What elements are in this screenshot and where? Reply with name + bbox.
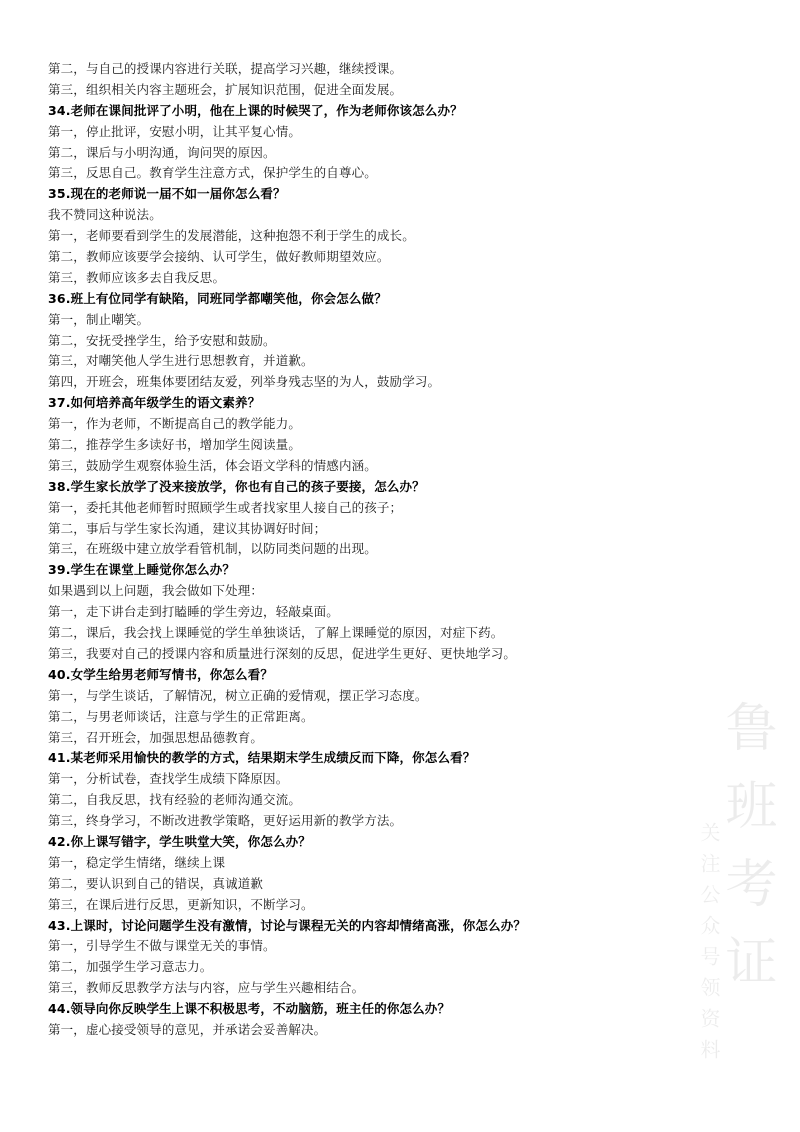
answer-line: 第一，停止批评，安慰小明，让其平复心情。	[48, 123, 302, 139]
answer-line: 如果遇到以上问题，我会做如下处理：	[48, 583, 264, 599]
answer-line: 第一，老师要看到学生的发展潜能，这种抱怨不利于学生的成长。	[48, 228, 415, 244]
question-heading: 37.如何培养高年级学生的语文素养？	[48, 395, 261, 411]
answer-line: 第三，组织相关内容主题班会，扩展知识范围，促进全面发展。	[48, 81, 403, 97]
watermark-logo-text: 鲁班考证	[716, 700, 776, 1012]
question-heading: 35.现在的老师说一届不如一届你怎么看？	[48, 186, 286, 202]
answer-line: 第一，引导学生不做与课堂无关的事情。	[48, 938, 276, 954]
answer-line: 第三，反思自己。教育学生注意方式，保护学生的自尊心。	[48, 165, 377, 181]
answer-line: 第三，在班级中建立放学看管机制，以防同类问题的出现。	[48, 541, 377, 557]
answer-line: 第一，与学生谈话，了解情况，树立正确的爱情观，摆正学习态度。	[48, 687, 428, 703]
answer-line: 第二，课后与小明沟通，询问哭的原因。	[48, 144, 276, 160]
answer-line: 第三，教师反思教学方法与内容，应与学生兴趣相结合。	[48, 980, 365, 996]
document-body	[48, 59, 748, 1041]
answer-line: 第三，召开班会，加强思想品德教育。	[48, 729, 264, 745]
question-heading: 42.你上课写错字，学生哄堂大笑，你怎么办？	[48, 833, 311, 849]
answer-line: 第二，教师应该要学会接纳、认可学生，做好教师期望效应。	[48, 249, 390, 265]
answer-line: 第二，自我反思，找有经验的老师沟通交流。	[48, 792, 302, 808]
question-heading: 44.领导向你反映学生上课不积极思考，不动脑筋，班主任的你怎么办？	[48, 1001, 451, 1017]
answer-line: 第二，推荐学生多读好书，增加学生阅读量。	[48, 437, 302, 453]
answer-line: 第一，走下讲台走到打瞌睡的学生旁边，轻敲桌面。	[48, 604, 339, 620]
answer-line: 第一，稳定学生情绪，继续上课	[48, 854, 226, 870]
question-heading: 34.老师在课间批评了小明，他在上课的时候哭了，作为老师你该怎么办？	[48, 102, 463, 118]
answer-line: 第二，与自己的授课内容进行关联，提高学习兴趣，继续授课。	[48, 61, 403, 76]
answer-line: 第二，安抚受挫学生，给予安慰和鼓励。	[48, 332, 276, 348]
question-heading: 41.某老师采用愉快的教学的方式，结果期末学生成绩反而下降，你怎么看？	[48, 750, 476, 766]
answer-line: 第三，教师应该多去自我反思。	[48, 269, 226, 285]
answer-line: 第一，制止嘲笑。	[48, 311, 150, 327]
question-heading: 43.上课时，讨论问题学生没有激情，讨论与课程无关的内容却情绪高涨，你怎么办？	[48, 917, 526, 933]
answer-line: 第三，终身学习，不断改进教学策略，更好运用新的教学方法。	[48, 813, 403, 829]
answer-line: 第二，与男老师谈话，注意与学生的正常距离。	[48, 708, 314, 724]
question-heading: 40.女学生给男老师写情书，你怎么看？	[48, 666, 273, 682]
answer-line: 第四，开班会，班集体要团结友爱，列举身残志坚的为人，鼓励学习。	[48, 374, 441, 390]
answer-line: 第一，分析试卷，查找学生成绩下降原因。	[48, 771, 289, 787]
answer-line: 第三，对嘲笑他人学生进行思想教育，并道歉。	[48, 353, 314, 369]
question-heading: 39.学生在课堂上睡觉你怎么办？	[48, 562, 236, 578]
answer-line: 第三，我要对自己的授课内容和质量进行深刻的反思，促进学生更好、更快地学习。	[48, 645, 517, 661]
answer-line: 第三，鼓励学生观察体验生活，体会语文学科的情感内涵。	[48, 457, 377, 473]
answer-line: 第二，事后与学生家长沟通，建议其协调好时间；	[48, 520, 327, 536]
question-heading: 38.学生家长放学了没来接放学，你也有自己的孩子要接，怎么办？	[48, 478, 425, 494]
answer-line: 第一，虚心接受领导的意见，并承诺会妥善解决。	[48, 1021, 327, 1037]
answer-line: 第二，要认识到自己的错误，真诚道歉	[48, 875, 264, 891]
answer-line: 第一，委托其他老师暂时照顾学生或者找家里人接自己的孩子；	[48, 499, 403, 515]
answer-line: 第二，课后，我会找上课睡觉的学生单独谈话，了解上课睡觉的原因，对症下药。	[48, 625, 504, 641]
answer-line: 第二，加强学生学习意志力。	[48, 959, 213, 975]
answer-line: 第三，在课后进行反思，更新知识，不断学习。	[48, 896, 314, 912]
answer-line: 我不赞同这种说法。	[48, 207, 162, 223]
answer-line: 第一，作为老师，不断提高自己的教学能力。	[48, 416, 302, 432]
watermark-subtitle: 关注公众号领资料	[697, 822, 721, 1070]
question-heading: 36.班上有位同学有缺陷，同班同学都嘲笑他，你会怎么做？	[48, 290, 387, 306]
